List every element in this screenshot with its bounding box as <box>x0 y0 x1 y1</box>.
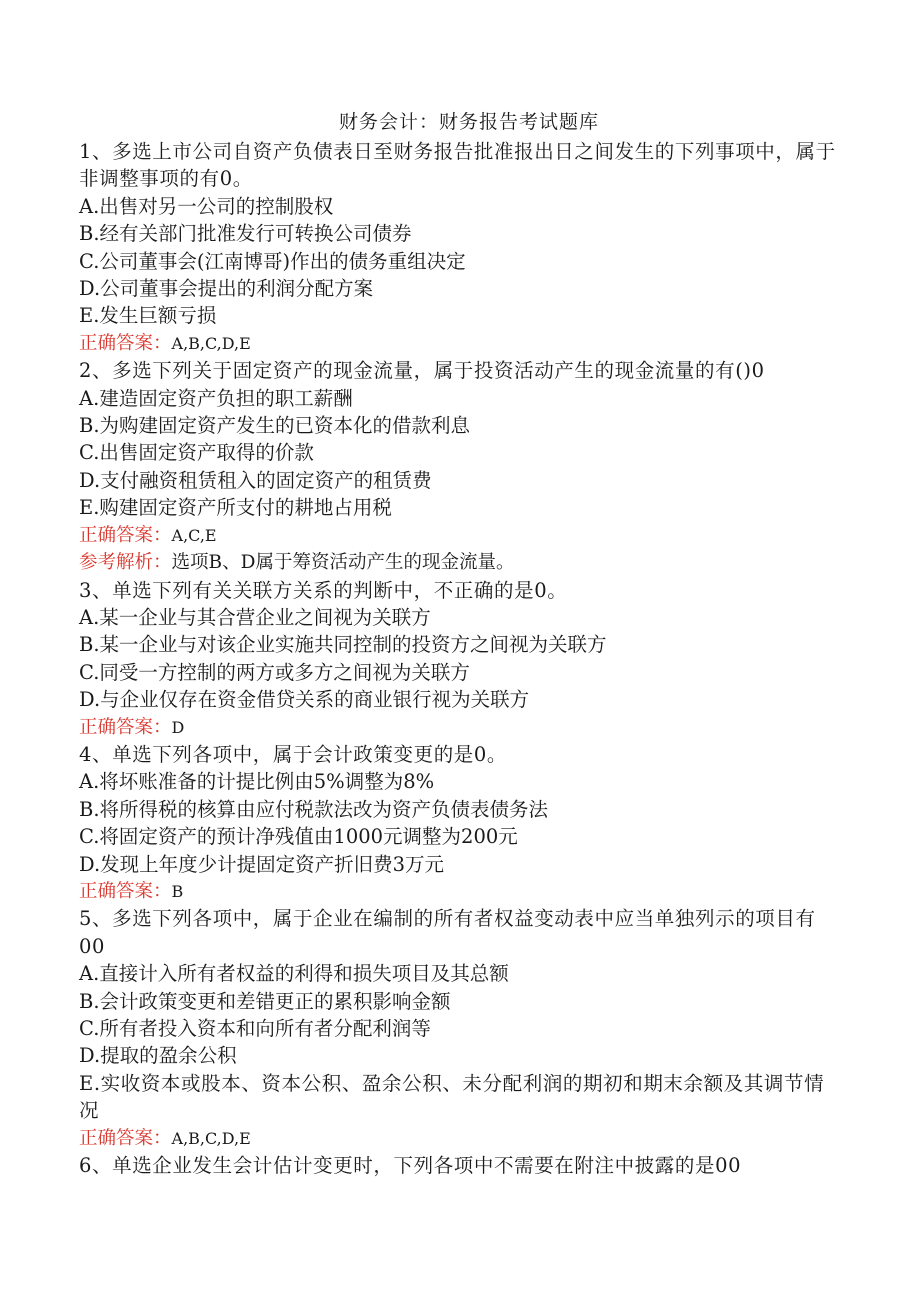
question-stem: 1、多选上市公司自资产负债表日至财务报告批准报出日之间发生的下列事项中，属于非调整事项的有0。 <box>79 140 836 191</box>
answer-value: B <box>171 881 184 901</box>
option-e: E.发生巨额亏损 <box>79 304 217 328</box>
answer-value: A,C,E <box>171 525 217 545</box>
question-3 <box>79 577 839 741</box>
question-stem: 6、单选企业发生会计估计变更时，下列各项中不需要在附注中披露的是00 <box>79 1154 742 1178</box>
answer-label: 正确答案： <box>79 716 172 738</box>
answer-line <box>79 714 839 741</box>
question-6 <box>79 1152 839 1179</box>
analysis-value: 选项B、D属于筹资活动产生的现金流量。 <box>171 552 515 574</box>
answer-label: 正确答案： <box>79 880 172 902</box>
option-c: C.所有者投入资本和向所有者分配利润等 <box>79 1017 431 1040</box>
option-b: B.经有关部门批准发行可转换公司债券 <box>79 222 412 246</box>
option-d: D.公司董事会提出的利润分配方案 <box>79 277 374 301</box>
option-b: B.会计政策变更和差错更正的累积影响金额 <box>79 989 451 1013</box>
question-stem: 4、单选下列各项中，属于会计政策变更的是0。 <box>79 742 508 766</box>
document-page <box>79 108 839 1179</box>
document-title: 财务会计：财务报告考试题库 <box>338 111 599 133</box>
question-4 <box>79 741 839 905</box>
answer-label: 正确答案： <box>79 332 172 354</box>
analysis-line <box>79 549 839 576</box>
question-stem: 3、单选下列有关关联方关系的判断中，不正确的是0。 <box>79 578 568 602</box>
option-e: E.实收资本或股本、资本公积、盈余公积、未分配利润的期初和期末余额及其调节情况 <box>79 1071 825 1123</box>
option-d: D.与企业仅存在资金借贷关系的商业银行视为关联方 <box>79 688 530 712</box>
option-d: D.提取的盈余公积 <box>79 1044 237 1068</box>
answer-line <box>79 330 839 357</box>
option-a: A.某一企业与其合营企业之间视为关联方 <box>79 605 431 629</box>
option-a: A.将坏账准备的计提比例由5%调整为8% <box>79 770 435 794</box>
question-5 <box>79 905 839 1152</box>
option-c: C.出售固定资产取得的价款 <box>79 441 314 465</box>
option-d: D.发现上年度少计提固定资产折旧费3万元 <box>79 852 445 876</box>
option-c: C.同受一方控制的两方或多方之间视为关联方 <box>79 660 470 684</box>
option-d: D.支付融资租赁租入的固定资产的租赁费 <box>79 468 432 492</box>
answer-value: A,B,C,D,E <box>171 333 251 353</box>
option-e: E.购建固定资产所支付的耕地占用税 <box>79 496 392 520</box>
question-2 <box>79 357 839 576</box>
option-b: B.为购建固定资产发生的已资本化的借款利息 <box>79 414 471 438</box>
question-1 <box>79 138 839 357</box>
option-a: A.直接计入所有者权益的利得和损失项目及其总额 <box>79 962 509 986</box>
option-c: C.公司董事会(江南博哥)作出的债务重组决定 <box>79 249 466 273</box>
analysis-label: 参考解析： <box>79 552 172 574</box>
question-stem: 5、多选下列各项中，属于企业在编制的所有者权益变动表中应当单独列示的项目有00 <box>79 907 816 958</box>
answer-line <box>79 1125 839 1152</box>
answer-value: A,B,C,D,E <box>171 1128 251 1148</box>
option-a: A.建造固定资产负担的职工薪酬 <box>79 386 353 410</box>
option-b: B.某一企业与对该企业实施共同控制的投资方之间视为关联方 <box>79 633 607 657</box>
option-b: B.将所得税的核算由应付税款法改为资产负债表债务法 <box>79 797 549 821</box>
option-c: C.将固定资产的预计净残值由1000元调整为200元 <box>79 825 518 849</box>
answer-value: D <box>171 717 185 737</box>
answer-line <box>79 878 839 905</box>
answer-label: 正确答案： <box>79 1127 172 1149</box>
answer-label: 正确答案： <box>79 524 172 546</box>
option-a: A.出售对另一公司的控制股权 <box>79 194 334 218</box>
answer-line <box>79 522 839 549</box>
question-stem: 2、多选下列关于固定资产的现金流量，属于投资活动产生的现金流量的有()0 <box>79 359 765 383</box>
